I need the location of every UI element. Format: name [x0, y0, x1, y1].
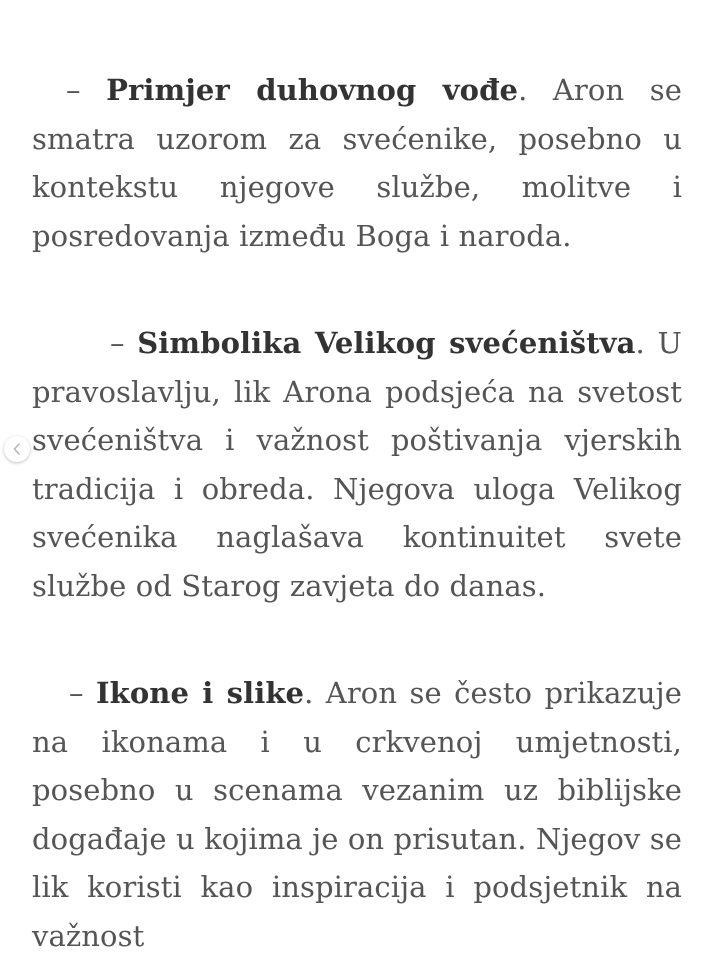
- paragraph-title: Primjer duhovnog vođe: [106, 73, 519, 107]
- previous-slide-button[interactable]: [4, 436, 30, 462]
- paragraph-title: Simbolika Velikog svećeništva: [137, 326, 636, 360]
- dash: –: [110, 326, 138, 360]
- paragraph-text: . Aron se smatra uzorom za svećenike, posebno u kontekstu njegove službe, molitve i posredovanja između Boga i naroda.: [32, 73, 682, 253]
- dash: –: [69, 676, 96, 710]
- paragraph-text: . U pravoslavlju, lik Arona podsjeća na svetost svećeništva i važnost poštivanja vjerskih tradicija i obreda. Njegova uloga Velikog svećenika naglašava kontinuitet svete službe od Starog zavjeta do danas.: [32, 326, 682, 603]
- paragraph-text: . Aron se često prikazuje na ikonama i u crkvenoj umjetnosti, posebno u scenama vezanim uz biblijske događaje u kojima je on prisutan. Njegov se lik koristi kao inspiracija i podsjetnik na važnost: [32, 676, 683, 953]
- paragraph-high-priesthood: [32, 319, 682, 610]
- chevron-left-icon: [12, 443, 22, 455]
- dash: –: [66, 73, 107, 107]
- paragraph-title: Ikone i slike: [96, 676, 305, 710]
- paragraph-icons-images: [32, 669, 682, 960]
- paragraph-spiritual-leader: [32, 66, 682, 260]
